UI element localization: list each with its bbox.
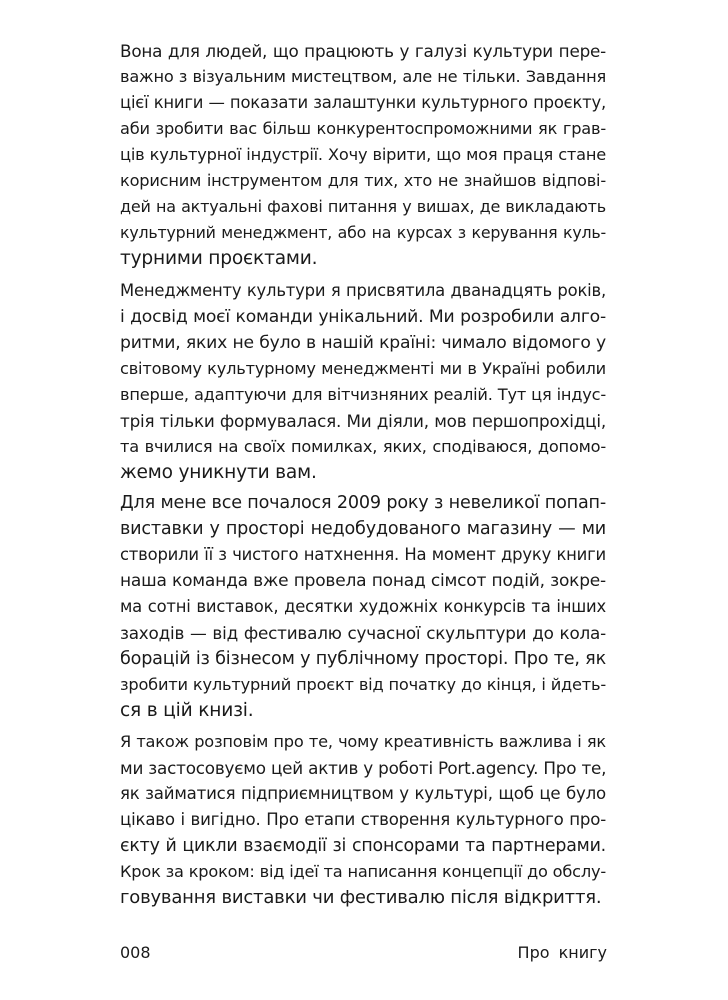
text-line: вперше, адаптуючи для вітчизняних реалій. Тут ця індус-	[120, 385, 606, 404]
text-line: створили її з чистого натхнення. На момент друку книги	[120, 545, 606, 564]
text-line: і досвід моєї команди унікальний. Ми розробили алго-	[120, 307, 606, 327]
paragraph-3	[120, 490, 606, 724]
text-line: трія тільки формувалася. Ми діяли, мов першопрохідці,	[120, 411, 606, 431]
text-line: ма сотні виставок, десятки художніх конкурсів та інших	[120, 597, 606, 616]
text-line: єкту й цикли взаємодії зі спонсорами та партнерами.	[120, 836, 606, 856]
text-line: говування виставки чи фестивалю після відкриття.	[120, 887, 602, 908]
text-line: як займатися підприємництвом у культурі, щоб це було	[120, 784, 606, 803]
text-line: цікаво і вигідно. Про етапи створення культурного про-	[120, 810, 606, 829]
paragraph-4	[120, 729, 606, 911]
text-line: світовому культурному менеджменті ми в Україні робили	[120, 359, 606, 378]
text-line: Крок за кроком: від ідеї та написання концепції до обслу-	[120, 862, 606, 881]
text-line: жемо уникнути вам.	[120, 462, 317, 483]
text-line: корисним інструментом для тих, хто не знайшов відпові-	[120, 171, 606, 190]
text-line: зробити культурний проєкт від початку до кінця, і йдеть-	[120, 675, 606, 694]
text-line: ми застосовуємо цей актив у роботі Port.agency. Про те,	[120, 758, 607, 778]
text-line: заходів — від фестивалю сучасної скульптури до кола-	[120, 623, 606, 643]
paragraph-1	[120, 38, 606, 272]
text-line: виставки у просторі недобудованого магазину — ми	[120, 519, 606, 539]
text-line: турними проєктами.	[120, 248, 318, 269]
running-section-title: Про книгу	[517, 943, 607, 962]
text-line: ців культурної індустрії. Хочу вірити, що моя праця стане	[120, 145, 606, 164]
text-line: борацій із бізнесом у публічному просторі. Про те, як	[120, 649, 606, 669]
text-line: ся в цій книзі.	[120, 700, 254, 721]
text-line: Менеджменту культури я присвятила дванадцять років,	[120, 281, 606, 300]
text-line: Вона для людей, що працюють у галузі культури пере-	[120, 41, 606, 61]
text-line: важно з візуальним мистецтвом, але не тільки. Завдання	[120, 67, 606, 86]
text-line: наша команда вже провела понад сімсот подій, зокре-	[120, 571, 606, 591]
text-line: Для мене все почалося 2009 року з невеликої попап-	[120, 493, 606, 513]
text-line: цієї книги — показати залаштунки культурного проєкту,	[120, 93, 606, 112]
text-line: ритми, яких не було в нашій країні: чимало відомого у	[120, 333, 606, 353]
text-line: аби зробити вас більш конкурентоспроможними як грав-	[120, 119, 606, 138]
paragraph-2	[120, 278, 606, 486]
text-line: Я також розповім про те, чому креативність важлива і як	[120, 732, 606, 751]
page-number: 008	[120, 943, 151, 962]
text-line: культурний менеджмент, або на курсах з керування куль-	[120, 223, 606, 242]
text-line: дей на актуальні фахові питання у вишах, де викладають	[120, 197, 606, 216]
text-line: та вчилися на своїх помилках, яких, сподіваюся, допомо-	[120, 437, 606, 456]
